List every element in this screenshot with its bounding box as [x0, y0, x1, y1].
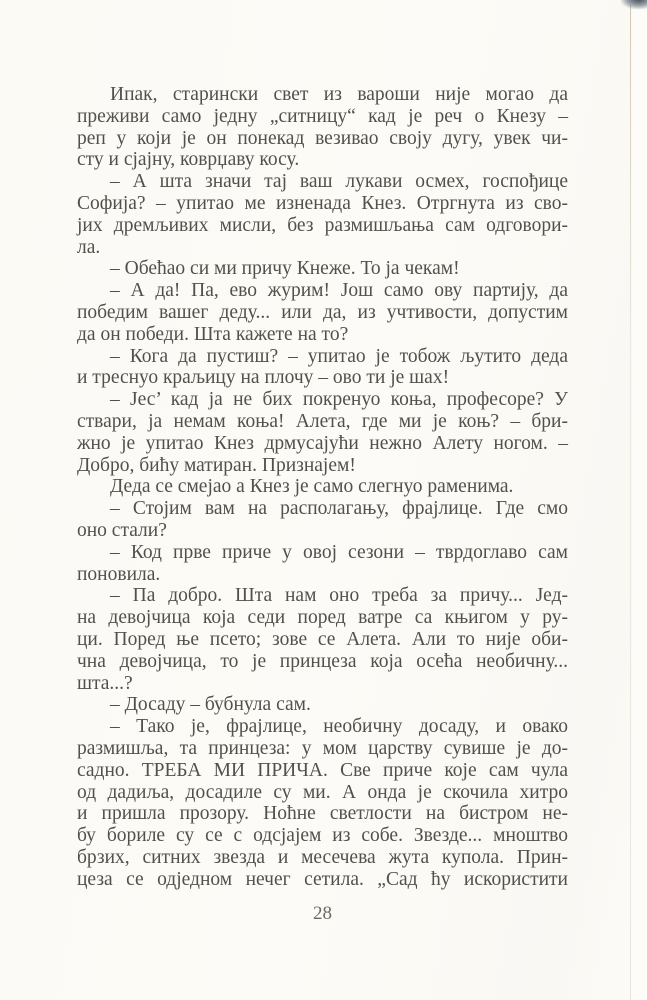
text-line: и пришла прозору. Ноћне светлости на бистром не- — [77, 803, 568, 825]
text-line: Добро, бићу матиран. Признајем! — [77, 454, 356, 476]
text-line: да он победи. Шта кажете на то? — [77, 323, 349, 345]
text-line: – А да! Па, ево журим! Још само ову партију, да — [110, 280, 568, 302]
page-edge-strip — [632, 0, 647, 1000]
text-line: – Обећао си ми причу Кнеже. То ја чекам! — [110, 258, 460, 280]
text-line: Деда се смејао а Кнез је само слегнуо раменима. — [110, 476, 514, 498]
text-line: бу бориле су се с одсјајем из собе. Звезде... мноштво — [77, 825, 568, 847]
text-line: Софија? – упитао ме изненада Кнез. Отргнута из сво- — [77, 192, 568, 214]
text-line: и треснуо краљицу на плочу – ово ти је шах! — [77, 367, 450, 389]
scan-corner-shadow — [621, 0, 647, 9]
text-line: на девојчица која седи поред ватре са књигом у ру- — [77, 607, 568, 629]
text-line: јих дремљивих мисли, без размишљања сам одговори- — [77, 214, 568, 236]
text-line: ци. Поред ње псето; зове се Алета. Али то није оби- — [77, 628, 568, 650]
text-line: од дадиља, досадиле су ми. А онда је скочила хитро — [77, 781, 568, 803]
text-line: – Код прве приче у овој сезони – тврдоглаво сам — [110, 541, 568, 563]
text-line: сту и сјајну, коврџаву косу. — [77, 149, 300, 171]
text-line: – Досаду – бубнула сам. — [110, 694, 311, 716]
text-line: оно стали? — [77, 519, 167, 541]
text-line: – А шта значи тај ваш лукави осмех, госпођице — [110, 171, 568, 193]
text-line: – Стојим вам на располагању, фрајлице. Где смо — [110, 498, 568, 520]
text-line: Ипак, старински свет из вароши није могао да — [110, 84, 568, 105]
page-number: 28 — [313, 903, 332, 924]
text-line: жно је упитао Кнез дрмусајући нежно Алету ногом. – — [77, 432, 568, 454]
text-line: – Па добро. Шта нам оно треба за причу... Јед- — [110, 585, 568, 607]
text-line: ствари, ја немам коња! Алета, где ми је коњ? – бри- — [77, 410, 568, 432]
text-line: – Јес’ кад ја не бих покренуо коња, професоре? У — [110, 389, 568, 411]
page-text — [77, 84, 568, 890]
text-line: брзих, ситних звезда и месечева жута купола. Прин- — [77, 846, 568, 868]
text-line: ла. — [77, 236, 101, 258]
page-edge-crease — [630, 5, 631, 1000]
text-line: преживи само једну „ситницу“ кад је реч о Кнезу – — [77, 105, 568, 127]
text-line: шта...? — [77, 672, 133, 694]
text-line: размишља, та принцеза: у мом царству сувише је до- — [77, 737, 568, 759]
text-line: садно. ТРЕБА МИ ПРИЧА. Све приче које сам чула — [77, 759, 568, 781]
text-line: – Тако је, фрајлице, необичну досаду, и овако — [110, 716, 568, 738]
text-line: – Кога да пустиш? – упитао је тобож љутито деда — [110, 345, 568, 367]
text-line: чна девојчица, то је принцеза која осећа необичну... — [77, 650, 568, 672]
text-line: цеза се одједном нечег сетила. „Сад ћу искористити — [77, 868, 568, 890]
text-line: поновила. — [77, 563, 161, 585]
text-line: победим вашег деду... или да, из учтивости, допустим — [77, 301, 568, 323]
text-line: реп у који је он понекад везивао своју дугу, увек чи- — [77, 127, 568, 149]
